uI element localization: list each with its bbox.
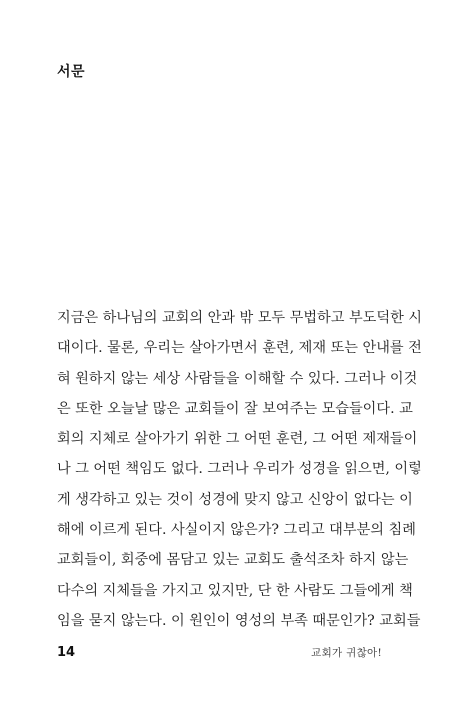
text-line-content: 교회들이, 회중에 몸담고 있는 교회도 출석조차 하지 않는: [57, 552, 409, 569]
text-line: [57, 485, 413, 515]
text-line-content: 은 또한 오늘날 많은 교회들이 잘 보여주는 모습들이다. 교: [57, 400, 413, 417]
text-line: [57, 545, 409, 575]
text-line: [57, 364, 418, 394]
text-line: [57, 454, 422, 484]
page-number: 14: [57, 644, 76, 660]
section-title: 서문: [57, 64, 86, 80]
text-line-content: 회의 지체로 살아가기 위한 그 어떤 훈련, 그 어떤 제재들이: [57, 431, 418, 448]
text-line: [57, 333, 422, 363]
page-footer: [57, 641, 382, 663]
text-line-content: 해에 이르게 된다. 사실이지 않은가? 그리고 대부분의 침례: [57, 522, 416, 539]
text-line-content: 지금은 하나님의 교회의 안과 밖 모두 무법하고 부도덕한 시: [57, 310, 423, 326]
text-line: [57, 424, 418, 454]
text-line: [57, 515, 416, 545]
text-line: [57, 576, 413, 606]
text-line: [57, 303, 423, 333]
text-line-content: 다수의 지체들을 가지고 있지만, 단 한 사람도 그들에게 책: [57, 582, 413, 599]
body-text: [57, 303, 423, 636]
text-line-content: 대이다. 물론, 우리는 살아가면서 훈련, 제재 또는 안내를 전: [57, 340, 422, 357]
text-line: [57, 606, 421, 636]
text-line-content: 혀 원하지 않는 세상 사람들을 이해할 수 있다. 그러나 이것: [57, 370, 418, 387]
text-line-content: 임을 묻지 않는다. 이 원인이 영성의 부족 때문인가? 교회들: [57, 612, 421, 629]
text-line: [57, 394, 413, 424]
text-line-content: 나 그 어떤 책임도 없다. 그러나 우리가 성경을 읽으면, 이렇: [57, 461, 422, 478]
text-line-content: 게 생각하고 있는 것이 성경에 맞지 않고 신앙이 없다는 이: [57, 491, 413, 508]
running-title: 교회가 귀찮아!: [311, 646, 382, 659]
